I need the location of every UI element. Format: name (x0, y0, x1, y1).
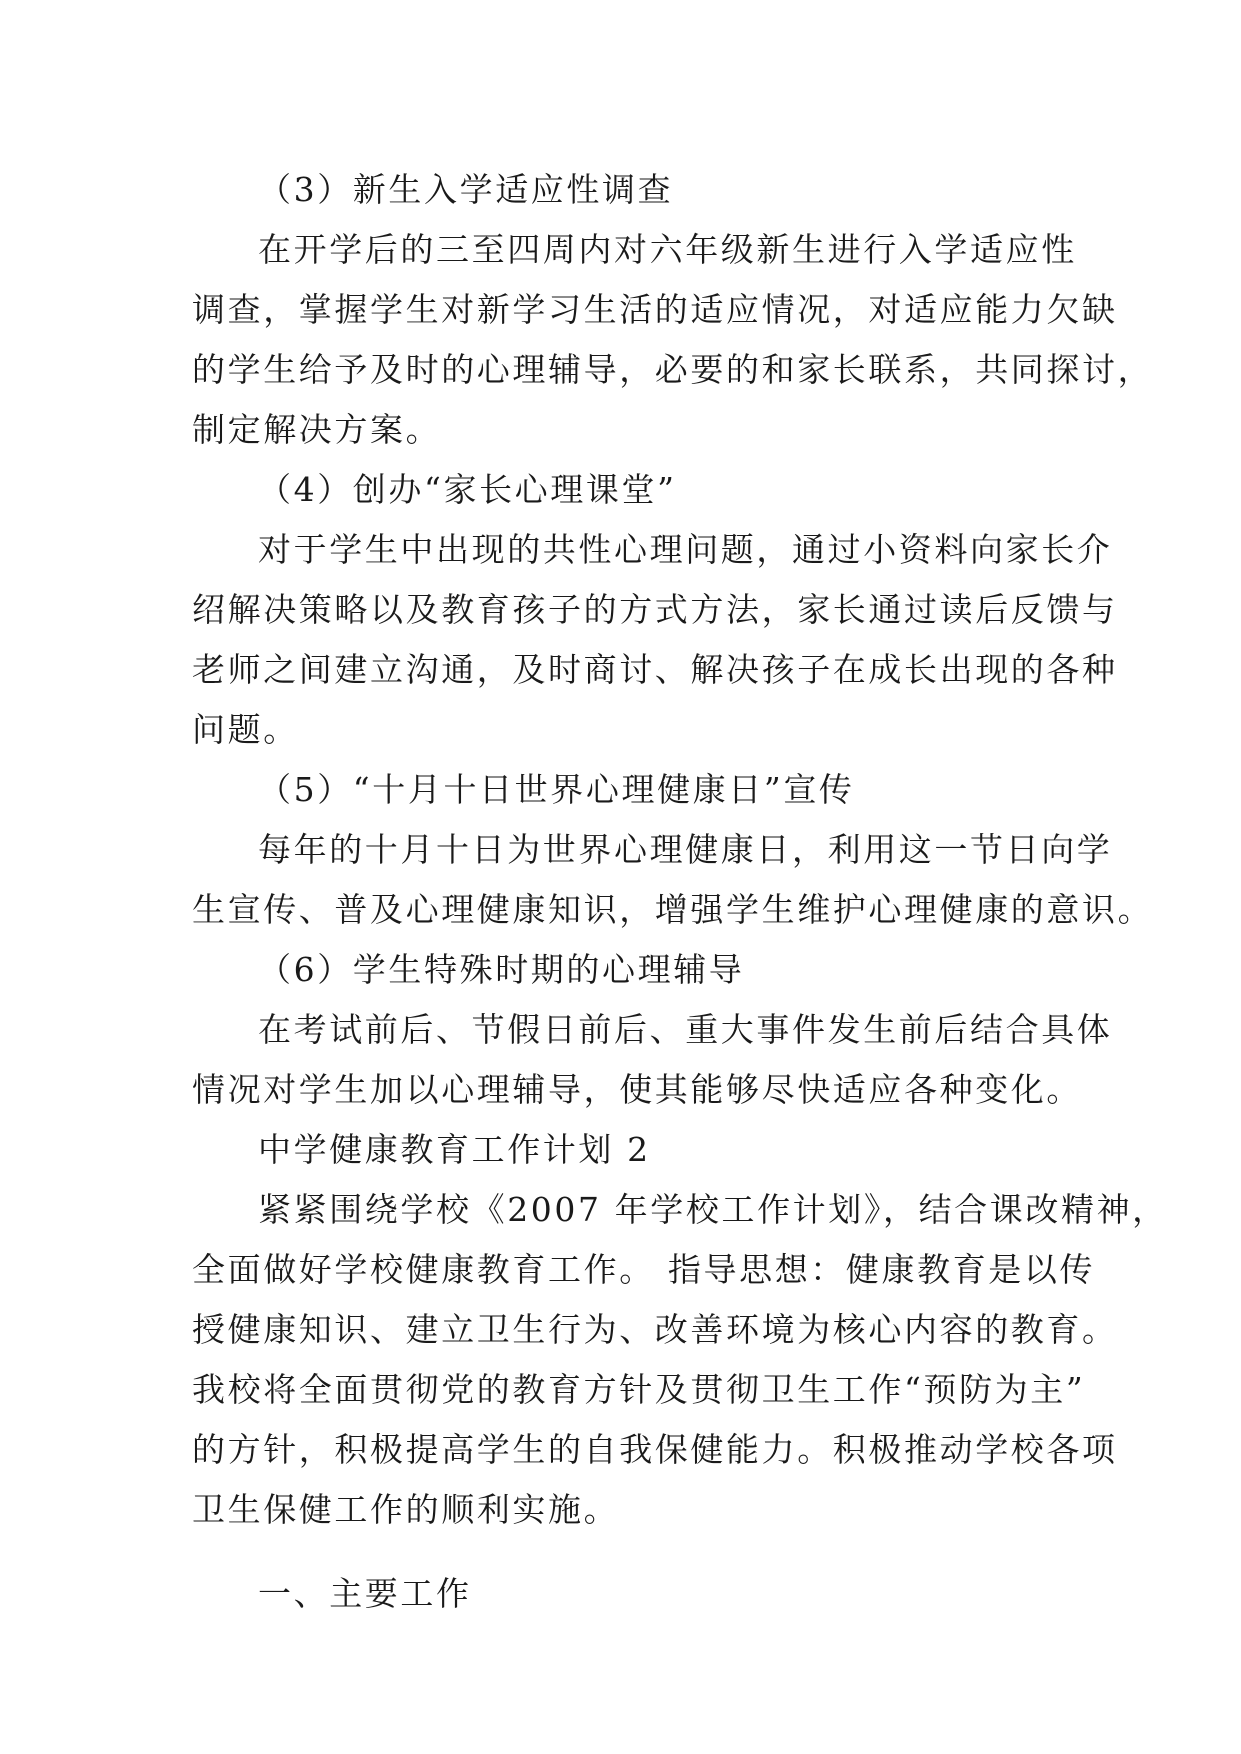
paragraph-line: 紧紧围绕学校《2007 年学校工作计划》，结合课改精神， (258, 1190, 1168, 1229)
paragraph-line: 问题。 (192, 710, 299, 749)
paragraph-line: 在考试前后、节假日前后、重大事件发生前后结合具体 (258, 1010, 1113, 1049)
paragraph-line: 情况对学生加以心理辅导，使其能够尽快适应各种变化。 (192, 1070, 1082, 1109)
paragraph-line: 每年的十月十日为世界心理健康日，利用这一节日向学 (258, 830, 1113, 869)
paragraph-line: 老师之间建立沟通，及时商讨、解决孩子在成长出现的各种 (192, 650, 1118, 689)
paragraph-line: 对于学生中出现的共性心理问题，通过小资料向家长介 (258, 530, 1113, 569)
paragraph-line: 全面做好学校健康教育工作。 指导思想：健康教育是以传 (192, 1250, 1096, 1289)
subheading-6: （6）学生特殊时期的心理辅导 (258, 950, 745, 989)
paragraph-line: 生宣传、普及心理健康知识，增强学生维护心理健康的意识。 (192, 890, 1154, 929)
subheading-4: （4）创办“家长心理课堂” (258, 470, 677, 509)
paragraph-line: 绍解决策略以及教育孩子的方式方法，家长通过读后反馈与 (192, 590, 1118, 629)
paragraph-line: 授健康知识、建立卫生行为、改善环境为核心内容的教育。 (192, 1310, 1118, 1349)
paragraph-line: 的方针，积极提高学生的自我保健能力。积极推动学校各项 (192, 1430, 1118, 1469)
spacer (192, 1540, 1052, 1564)
document-body (192, 160, 1168, 1624)
subheading-5: （5）“十月十日世界心理健康日”宣传 (258, 770, 855, 809)
paragraph-line: 卫生保健工作的顺利实施。 (192, 1490, 620, 1529)
paragraph-line: 我校将全面贯彻党的教育方针及贯彻卫生工作“预防为主” (192, 1370, 1086, 1409)
paragraph-line: 的学生给予及时的心理辅导，必要的和家长联系，共同探讨， (192, 350, 1154, 389)
paragraph-line: 制定解决方案。 (192, 410, 442, 449)
paragraph-line: 在开学后的三至四周内对六年级新生进行入学适应性 (258, 230, 1077, 269)
heading-main-work: 一、主要工作 (258, 1574, 472, 1613)
subheading-3: （3）新生入学适应性调查 (258, 170, 674, 209)
section-title: 中学健康教育工作计划 2 (258, 1130, 651, 1169)
paragraph-line: 调查，掌握学生对新学习生活的适应情况，对适应能力欠缺 (192, 290, 1118, 329)
